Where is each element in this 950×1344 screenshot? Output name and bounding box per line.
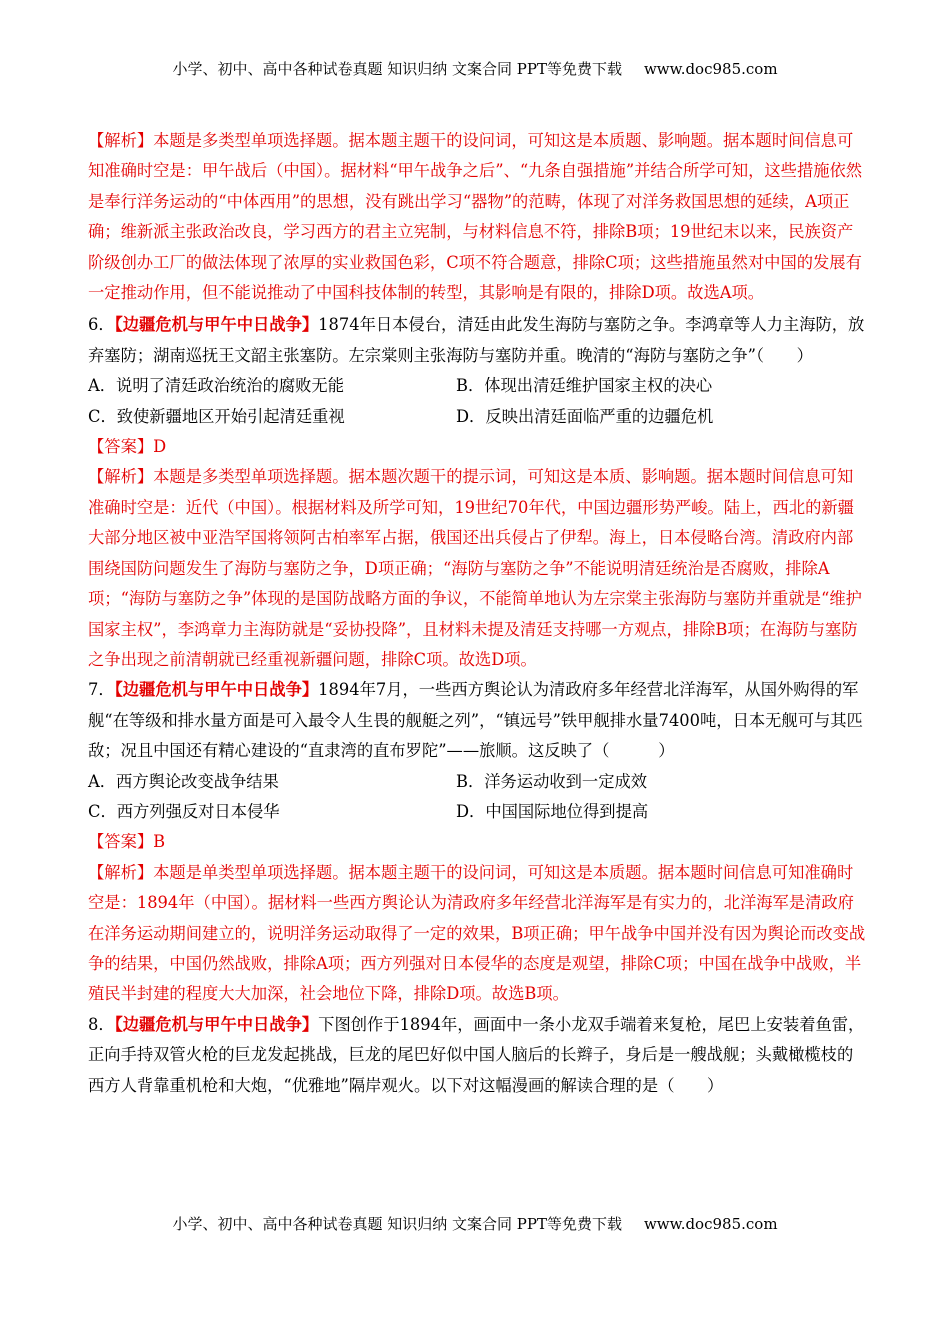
q6-topic-tag: 【边疆危机与甲午中日战争】	[114, 315, 319, 335]
q7-answer-value: B	[153, 832, 166, 852]
q6-number: 6．	[88, 315, 115, 335]
q8-stem	[88, 1010, 868, 1101]
q6-option-a: A．说明了清廷政治统治的腐败无能	[88, 376, 344, 396]
q5-analysis-text: 本题是多类型单项选择题。据本题主题干的设问词，可知这是本质题、影响题。据本题时间信息可知准确时空是：甲午战后（中国）。据材料“甲午战争之后”、“九条自强措施”并结合所学可知，这些措施依然是奉行洋务运动的“中体西用”的思想，没有跳出学习“器物”的范畴，体现了对洋务救国思想的延续，A项正确；维新派主张政治改良，学习西方的君主立宪制，与材料信息不符，排除B项；19世纪末以来，民族资产阶级创办工厂的做法体现了浓厚的实业救国色彩，C项不符合题意，排除C项；这些措施虽然对中国的发展有一定推动作用，但不能说推动了中国科技体制的转型，其影响是有限的，排除D项。故选A项。	[88, 131, 863, 303]
page-header	[0, 58, 950, 79]
footer-text: 小学、初中、高中各种试卷真题 知识归纳 文案合同 PPT等免费下载	[172, 1215, 622, 1233]
q6-option-b: B．体现出清廷维护国家主权的决心	[456, 376, 713, 396]
q7-option-a: A．西方舆论改变战争结果	[88, 771, 279, 791]
q7-stem-text: 1894年7月，一些西方舆论认为清政府多年经营北洋海军，从国外购得的军舰“在等级和排水量方面是可入最令人生畏的舰艇之列”，“镇远号”铁甲舰排水量7400吨，日本无舰可与其匹敌；况且中国还有精心建设的“直隶湾的直布罗陀”——旅顺。这反映了（ ）	[88, 680, 863, 761]
q7-answer	[88, 827, 868, 857]
q7-analysis-tag: 【解析】	[88, 862, 154, 882]
q6-analysis-text: 本题是多类型单项选择题。据本题次题干的提示词，可知这是本质、影响题。据本题时间信息可知准确时空是：近代（中国）。根据材料及所学可知，19世纪70年代，中国边疆形势严峻。陆上，西北的新疆大部分地区被中亚浩罕国将领阿古柏率军占据，俄国还出兵侵占了伊犁。海上，日本侵略台湾。清政府内部围绕国防问题发生了海防与塞防之争，D项正确；“海防与塞防之争”不能说明清廷统治是否腐败，排除A项；“海防与塞防之争”体现的是国防战略方面的争议，不能简单地认为左宗棠主张海防与塞防并重就是“维护国家主权”，李鸿章力主海防就是“妥协投降”，且材料未提及清廷支持哪一方观点，排除B项；在海防与塞防之争出现之前清朝就已经重视新疆问题，排除C项。故选D项。	[88, 467, 862, 669]
header-site-link[interactable]: www.doc985.com	[643, 60, 778, 78]
page-footer	[0, 1213, 950, 1234]
q6-stem-text: 1874年日本侵台，清廷由此发生海防与塞防之争。李鸿章等人力主海防，放弃塞防；湖南巡抚王文韶主张塞防。左宗棠则主张海防与塞防并重。晚清的“海防与塞防之争”（ ）	[88, 315, 865, 365]
q7-option-d: D．中国国际地位得到提高	[456, 801, 649, 821]
q6-stem	[88, 310, 868, 371]
q6-answer-value: D	[153, 437, 167, 457]
document-body	[88, 126, 868, 1101]
q7-number: 7．	[88, 680, 115, 700]
q6-answer	[88, 432, 868, 462]
q6-analysis-tag: 【解析】	[88, 467, 154, 487]
header-text: 小学、初中、高中各种试卷真题 知识归纳 文案合同 PPT等免费下载	[172, 60, 622, 78]
q6-option-d: D．反映出清廷面临严重的边疆危机	[456, 406, 714, 426]
q6-answer-tag: 【答案】	[88, 437, 154, 457]
q6-analysis	[88, 462, 868, 675]
q5-analysis	[88, 126, 868, 308]
q7-option-c: C．西方列强反对日本侵华	[88, 801, 280, 821]
q8-number: 8．	[88, 1014, 115, 1034]
q8-stem-text: 下图创作于1894年，画面中一条小龙双手端着来复枪，尾巴上安装着鱼雷，正向手持双管火枪的巨龙发起挑战，巨龙的尾巴好似中国人脑后的长辫子，身后是一艘战舰；头戴橄榄枝的西方人背靠重机枪和大炮，“优雅地”隔岸观火。以下对这幅漫画的解读合理的是（ ）	[88, 1014, 865, 1095]
q7-stem	[88, 675, 868, 766]
q7-options	[88, 767, 868, 828]
q6-options	[88, 371, 868, 432]
q5-analysis-tag: 【解析】	[88, 131, 154, 150]
q6-option-c: C．致使新疆地区开始引起清廷重视	[88, 406, 345, 426]
q7-analysis-text: 本题是单类型单项选择题。据本题主题干的设问词，可知这是本质题。据本题时间信息可知准确时空是：1894年（中国）。据材料一些西方舆论认为清政府多年经营北洋海军是有实力的，北洋海军是清政府在洋务运动期间建立的，说明洋务运动取得了一定的效果，B项正确；甲午战争中国并没有因为舆论而改变战争的结果，中国仍然战败，排除A项；西方列强对日本侵华的态度是观望，排除C项；中国在战争中战败，半殖民半封建的程度大大加深，社会地位下降，排除D项。故选B项。	[88, 862, 866, 1004]
footer-site-link[interactable]: www.doc985.com	[643, 1215, 778, 1233]
q7-answer-tag: 【答案】	[88, 832, 154, 852]
q8-topic-tag: 【边疆危机与甲午中日战争】	[114, 1014, 319, 1034]
q7-topic-tag: 【边疆危机与甲午中日战争】	[114, 680, 319, 700]
q7-analysis	[88, 858, 868, 1010]
q7-option-b: B．洋务运动收到一定成效	[456, 771, 648, 791]
